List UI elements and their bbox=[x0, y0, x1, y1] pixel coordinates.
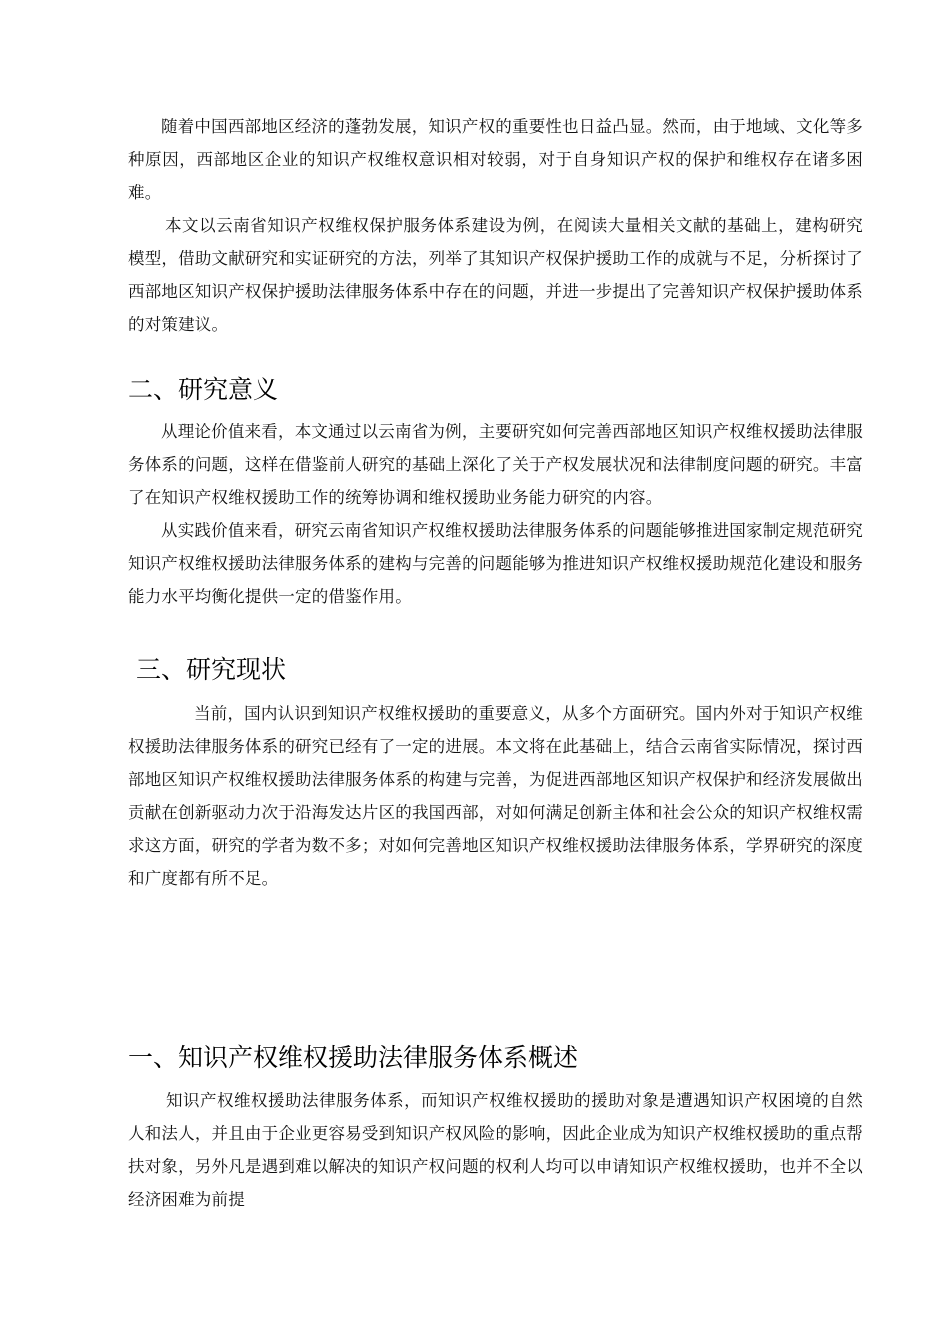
significance-paragraph-2: 从实践价值来看，研究云南省知识产权维权援助法律服务体系的问题能够推进国家制定规范研究知识产权维权援助法律服务体系的建构与完善的问题能够为推进知识产权维权援助规范化建设和服务能力水平均衡化提供一定的借鉴作用。 bbox=[128, 521, 863, 606]
significance-paragraph-1: 从理论价值来看，本文通过以云南省为例，主要研究如何完善西部地区知识产权维权援助法律服务体系的问题，这样在借鉴前人研究的基础上深化了关于产权发展状况和法律制度问题的研究。丰富了在知识产权维权援助工作的统筹协调和维权援助业务能力研究的内容。 bbox=[128, 422, 863, 507]
research-significance-section bbox=[128, 415, 863, 613]
research-status-section bbox=[128, 697, 863, 895]
intro-paragraph-1: 随着中国西部地区经济的蓬勃发展，知识产权的重要性也日益凸显。然而，由于地域、文化等多种原因，西部地区企业的知识产权维权意识相对较弱，对于自身知识产权的保护和维权存在诸多困难。 bbox=[128, 117, 863, 202]
intro-section bbox=[128, 110, 863, 341]
overview-paragraph-1: 知识产权维权援助法律服务体系，而知识产权维权援助的援助对象是遭遇知识产权困境的自然人和法人，并且由于企业更容易受到知识产权风险的影响，因此企业成为知识产权维权援助的重点帮扶对象，另外凡是遇到难以解决的知识产权问题的权利人均可以申请知识产权维权援助，也并不全以经济困难为前提 bbox=[128, 1091, 863, 1209]
intro-paragraph-2: 本文以云南省知识产权维权保护服务体系建设为例，在阅读大量相关文献的基础上，建构研究模型，借助文献研究和实证研究的方法，列举了其知识产权保护援助工作的成就与不足，分析探讨了西部地区知识产权保护援助法律服务体系中存在的问题，并进一步提出了完善知识产权保护援助体系的对策建议。 bbox=[128, 216, 863, 334]
section-heading-research-status: 三、研究现状 bbox=[136, 655, 287, 684]
overview-section bbox=[128, 1084, 863, 1216]
section-heading-research-significance: 二、研究意义 bbox=[128, 375, 279, 404]
chapter-heading-overview: 一、知识产权维权援助法律服务体系概述 bbox=[128, 1043, 579, 1072]
status-paragraph-1: 当前，国内认识到知识产权维权援助的重要意义，从多个方面研究。国内外对于知识产权维权援助法律服务体系的研究已经有了一定的进展。本文将在此基础上，结合云南省实际情况，探讨西部地区知识产权维权援助法律服务体系的构建与完善，为促进西部地区知识产权保护和经济发展做出贡献在创新驱动力次于沿海发达片区的我国西部，对如何满足创新主体和社会公众的知识产权维权需求这方面，研究的学者为数不多；对如何完善地区知识产权维权援助法律服务体系，学界研究的深度和广度都有所不足。 bbox=[128, 704, 863, 888]
